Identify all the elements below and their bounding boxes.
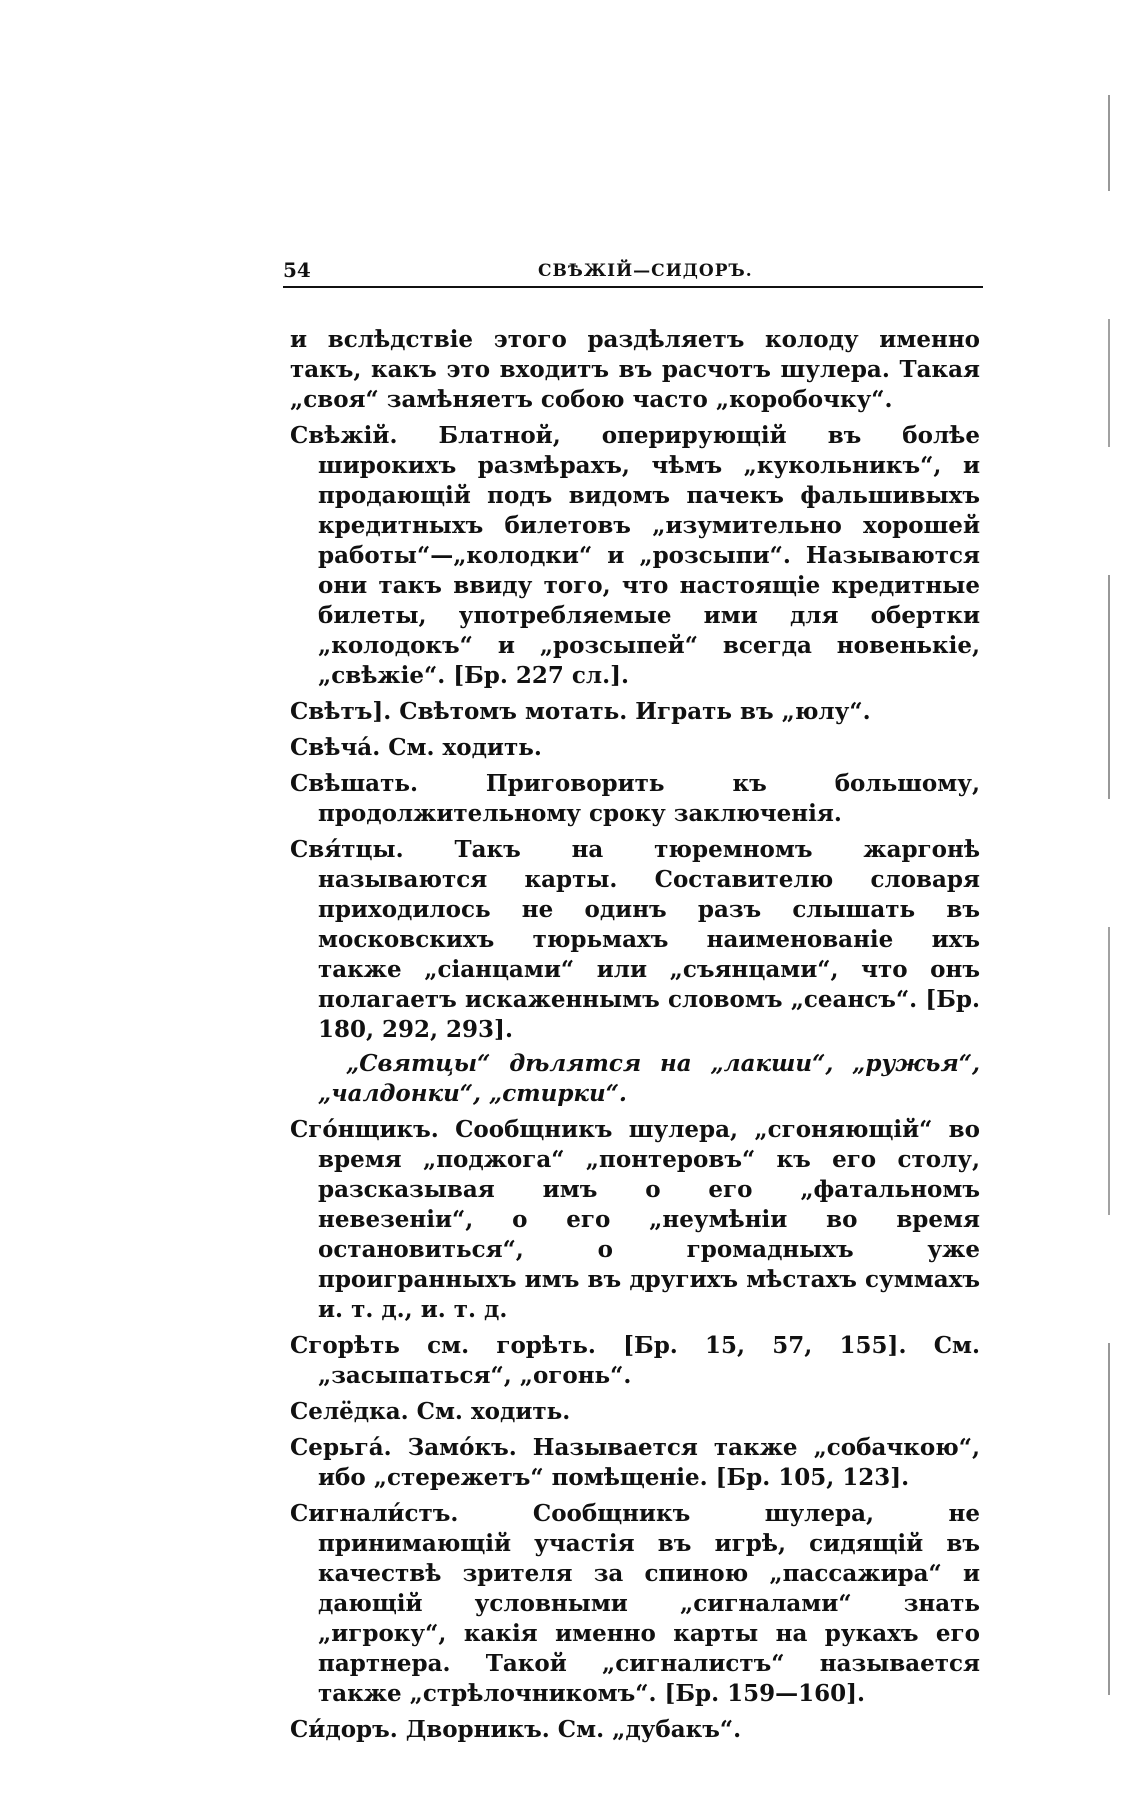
entry-sidor xyxy=(290,1715,980,1745)
entry-svyattsy-subtext: „Святцы“ дѣлятся на „лакши“, „ружья“, „чалдонки“, „стирки“. xyxy=(318,1050,980,1107)
definition: См. ходить. xyxy=(408,1398,571,1425)
headword: Свѣшать. xyxy=(290,770,418,797)
page-number: 54 xyxy=(283,258,311,282)
entry-svyattsy xyxy=(290,835,980,1045)
entry-sveshat xyxy=(290,769,980,829)
definition: Дворникъ. См. „дубакъ“. xyxy=(397,1716,742,1743)
definition: Приговорить къ большому, продолжительному сроку заключенія. xyxy=(318,770,980,827)
definition: Сообщникъ шулера, не принимающій участія въ игрѣ, сидящій въ качествѣ зрителя за спиною „пассажира“ и дающій условными „сигналами“ знать „игроку“, какія именно карты на рукахъ его партнера. Такой „сигналистъ“ называется также „стрѣлочникомъ“. [Бр. 159—160]. xyxy=(318,1500,980,1707)
definition: Такъ на тюремномъ жаргонѣ называются карты. Составителю словаря приходилось не одинъ разъ слышать въ московскихъ тюрьмахъ наименованіе ихъ также „сіанцами“ или „съянцами“, что онъ полагаетъ искаженнымъ словомъ „сеансъ“. [Бр. 180, 292, 293]. xyxy=(318,836,980,1043)
definition: см. горѣть. [Бр. 15, 57, 155]. См. „засыпаться“, „огонь“. xyxy=(318,1332,980,1389)
running-title: СВѢЖІЙ—СИДОРЪ. xyxy=(538,261,753,281)
entry-sgoret xyxy=(290,1331,980,1391)
definition: Свѣтомъ мотать. Играть въ „юлу“. xyxy=(391,698,871,725)
headword: Свя́тцы. xyxy=(290,836,404,863)
entry-signalist xyxy=(290,1499,980,1709)
definition: Блатной, оперирующій въ болѣе широкихъ размѣрахъ, чѣмъ „кукольникъ“, и продающій подъ видомъ пачекъ фальшивыхъ кредитныхъ билетовъ „изумительно хорошей работы“—„колодки“ и „розсыпи“. Называются они такъ ввиду того, что настоящіе кредитные билеты, употребляемые ими для обертки „колодокъ“ и „розсыпей“ всегда новенькіе, „свѣжіе“. [Бр. 227 сл.]. xyxy=(318,422,980,689)
headword: Серьга́. xyxy=(290,1434,392,1461)
definition: См. ходить. xyxy=(380,734,542,761)
definition: Замо́къ. Называется также „собачкою“, ибо „стережетъ“ помѣщеніе. [Бр. 105, 123]. xyxy=(318,1434,980,1491)
page-header xyxy=(283,258,983,288)
headword: Селёдка. xyxy=(290,1398,409,1425)
headword: Сгорѣть xyxy=(290,1332,400,1359)
headword: Свѣжій. xyxy=(290,422,398,449)
entry-svet xyxy=(290,697,980,727)
entry-svecha xyxy=(290,733,980,763)
definition: Сообщникъ шулера, „сгоняющій“ во время „поджога“ „понтеровъ“ къ его столу, разсказывая имъ о его „фатальномъ невезеніи“, о его „неумѣніи во время остановиться“, о громадныхъ уже проигранныхъ имъ въ другихъ мѣстахъ суммахъ и. т. д., и. т. д. xyxy=(318,1116,980,1323)
headword: Свѣча́. xyxy=(290,734,381,761)
headword: Сигнали́стъ. xyxy=(290,1500,459,1527)
entry-svezhiy xyxy=(290,421,980,691)
headword: Сго́нщикъ. xyxy=(290,1116,439,1143)
entry-seledka xyxy=(290,1397,980,1427)
headword: Си́доръ. xyxy=(290,1716,398,1743)
entry-serga xyxy=(290,1433,980,1493)
dictionary-text xyxy=(290,325,980,1745)
entry-sgonshchik xyxy=(290,1115,980,1325)
headword: Свѣтъ]. xyxy=(290,698,392,725)
paragraph-continuation: и вслѣдствіе этого раздѣляетъ колоду именно такъ, какъ это входитъ въ расчотъ шулера. Такая „своя“ замѣняетъ собою часто „коробочку“. xyxy=(290,326,980,413)
page-edge-line xyxy=(1108,95,1110,1695)
